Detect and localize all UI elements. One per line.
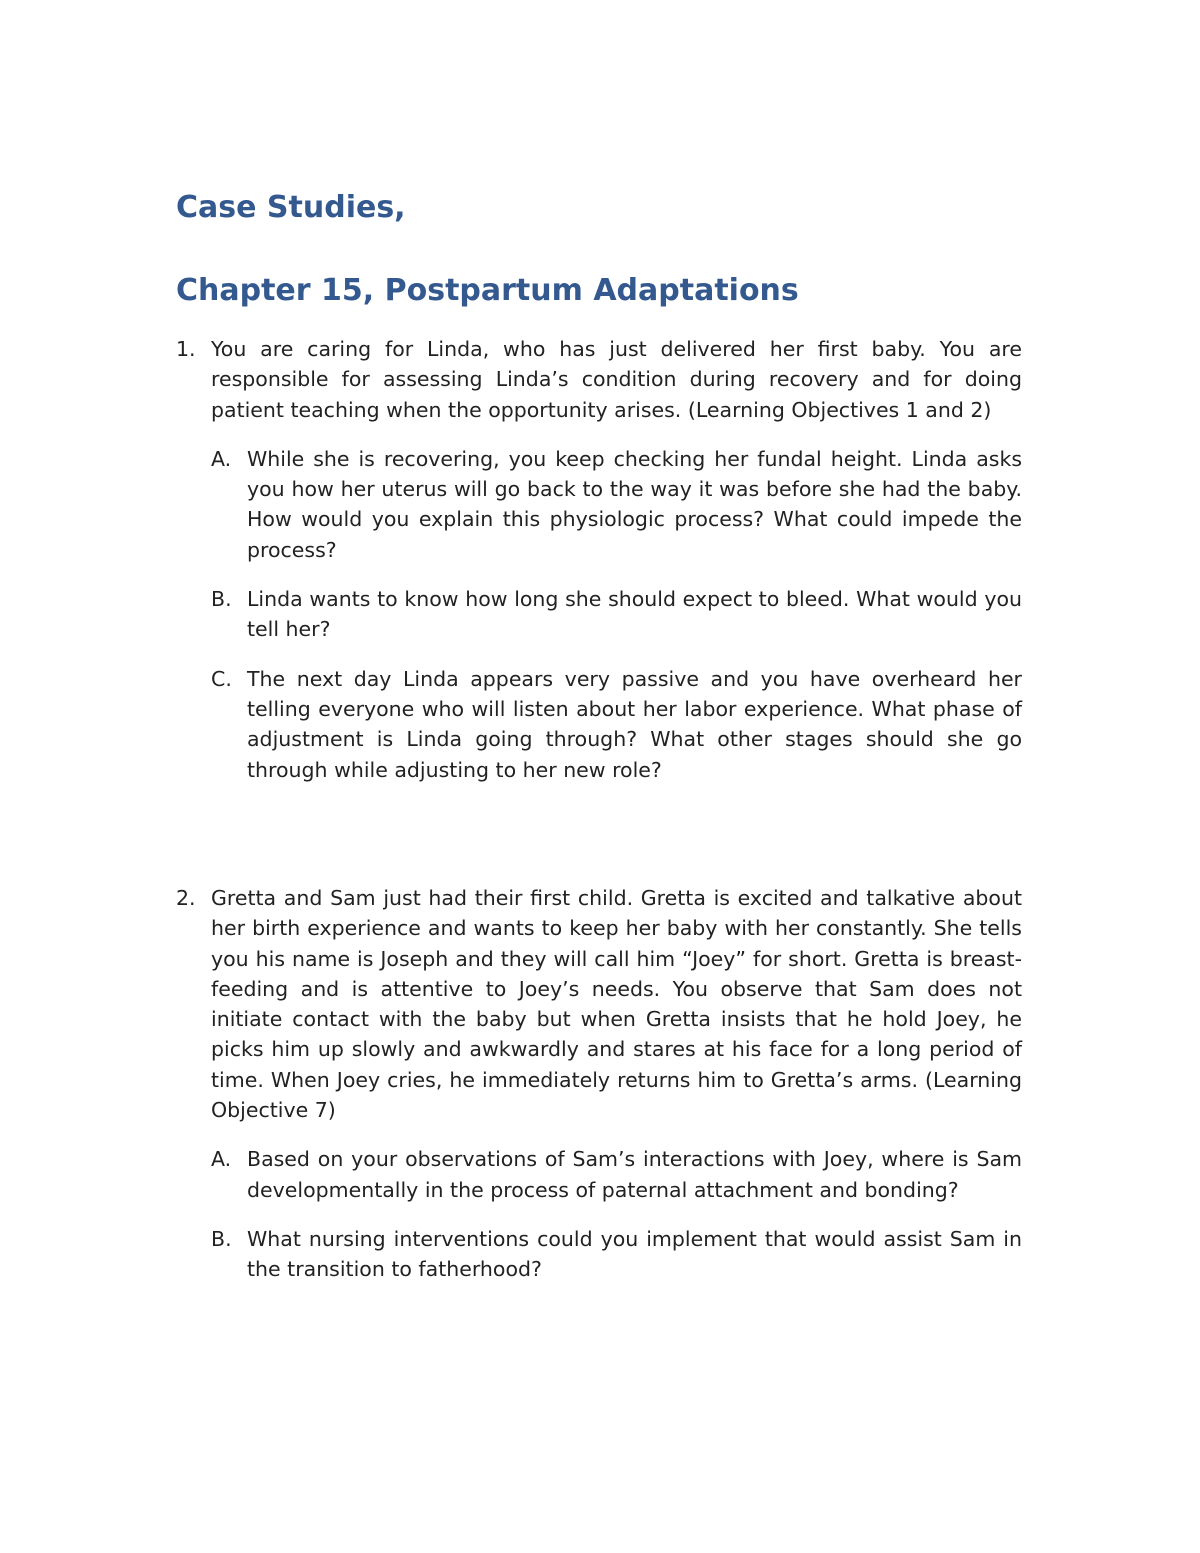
- question-1: [176, 334, 1022, 785]
- sub-question-text: The next day Linda appears very passive and you have overheard her telling everyone who will listen about her labor experience. What phase of adjustment is Linda going through? What other stages should she go through while adjusting to her new role?: [247, 666, 1022, 782]
- sub-question-1b: [211, 584, 1022, 645]
- sub-question-text: Based on your observations of Sam’s interactions with Joey, where is Sam developmentally in the process of paternal attachment and bonding?: [247, 1147, 1022, 1202]
- sub-question-1a: [211, 444, 1022, 565]
- sub-question-letter: A.: [211, 446, 232, 471]
- sub-question-letter: B.: [211, 1226, 232, 1251]
- sub-question-text: Linda wants to know how long she should expect to bleed. What would you tell her?: [247, 587, 1022, 642]
- sub-question-letter: C.: [211, 666, 232, 691]
- sub-question-letter: A.: [211, 1147, 232, 1172]
- sub-question-1c: [211, 664, 1022, 785]
- sub-question-text: What nursing interventions could you implement that would assist Sam in the transition to fatherhood?: [247, 1226, 1022, 1282]
- sub-question-letter: B.: [211, 587, 232, 612]
- chapter-title: Chapter 15, Postpartum Adaptations: [176, 273, 799, 308]
- sub-question-2b: [211, 1224, 1022, 1285]
- question-2: [176, 883, 1022, 1285]
- document-title: Case Studies,: [176, 190, 406, 225]
- question-text: You are caring for Linda, who has just delivered her first baby. You are responsible for assessing Linda’s condition during recovery and for doing patient teaching when the opportunity arises. (Learning Objectives 1 and 2): [211, 337, 1022, 422]
- question-number: 2.: [176, 886, 196, 910]
- question-text: Gretta and Sam just had their first child. Gretta is excited and talkative about her birth experience and wants to keep her baby with her constantly. She tells you his name is Joseph and they will call him “Joey” for short. Gretta is breast-feeding and is attentive to Joey’s needs. You observe that Sam does not initiate contact with the baby but when Gretta insists that he hold Joey, he picks him up slowly and awkwardly and stares at his face for a long period of time. When Joey cries, he immediately returns him to Gretta’s arms. (Learning Objective 7): [211, 886, 1022, 1123]
- sub-question-text: While she is recovering, you keep checking her fundal height. Linda asks you how her uterus will go back to the way it was before she had the baby. How would you explain this physiologic process? What could impede the process?: [247, 446, 1022, 562]
- sub-question-2a: [211, 1144, 1022, 1205]
- question-number: 1.: [176, 337, 196, 361]
